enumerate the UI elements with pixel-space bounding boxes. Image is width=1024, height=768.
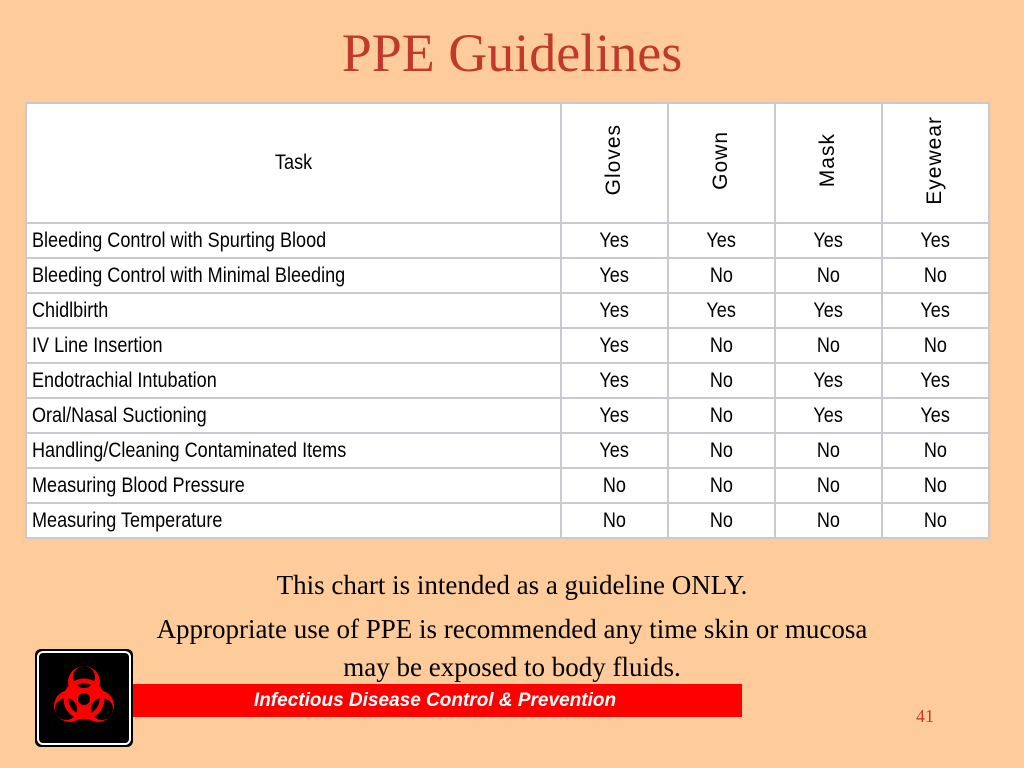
header-task-label: Task <box>274 151 312 174</box>
table-row <box>26 363 989 398</box>
task-cell: Handling/Cleaning Contaminated Items <box>32 438 347 462</box>
eyewear-cell: No <box>923 508 947 532</box>
header-gloves: Gloves <box>561 103 668 223</box>
gown-cell: No <box>709 473 733 497</box>
gown-cell: Yes <box>706 228 736 252</box>
eyewear-cell: Yes <box>920 403 951 427</box>
mask-cell: Yes <box>813 298 844 322</box>
eyewear-cell: No <box>923 438 947 462</box>
gown-cell: No <box>709 333 733 357</box>
eyewear-cell: Yes <box>920 368 951 392</box>
task-cell: IV Line Insertion <box>32 333 163 357</box>
task-cell: Bleeding Control with Spurting Blood <box>32 228 327 252</box>
gown-cell: No <box>709 403 733 427</box>
footer-banner-text: Infectious Disease Control & Prevention <box>253 689 617 711</box>
task-cell: Oral/Nasal Suctioning <box>32 403 207 427</box>
biohazard-logo <box>35 649 133 747</box>
gown-cell: Yes <box>706 298 736 322</box>
eyewear-cell: No <box>923 263 947 287</box>
task-cell: Measuring Temperature <box>32 508 223 532</box>
table-row <box>26 468 989 503</box>
eyewear-cell: Yes <box>920 228 951 252</box>
header-gown: Gown <box>668 103 775 223</box>
mask-cell: Yes <box>813 403 844 427</box>
mask-cell: No <box>816 508 840 532</box>
table-row <box>26 503 989 538</box>
gown-cell: No <box>709 438 733 462</box>
mask-cell: No <box>816 263 840 287</box>
header-mask: Mask <box>775 103 882 223</box>
gown-cell: No <box>709 263 733 287</box>
table-row <box>26 223 989 258</box>
eyewear-cell: No <box>923 473 947 497</box>
gloves-cell: Yes <box>599 368 629 392</box>
task-cell: Chidlbirth <box>32 298 109 322</box>
header-task <box>26 103 561 223</box>
header-eyewear: Eyewear <box>882 103 989 223</box>
footnote-line-1: This chart is intended as a guideline ONLY. <box>276 570 748 600</box>
slide-title: PPE Guidelines <box>341 23 683 83</box>
biohazard-icon <box>35 649 133 747</box>
mask-cell: Yes <box>813 228 844 252</box>
gown-cell: No <box>709 508 733 532</box>
task-cell: Bleeding Control with Minimal Bleeding <box>32 263 346 287</box>
footnote-line-3: may be exposed to body fluids. <box>343 652 681 682</box>
task-cell: Measuring Blood Pressure <box>32 473 245 497</box>
eyewear-cell: Yes <box>920 298 951 322</box>
gloves-cell: Yes <box>599 438 629 462</box>
ppe-table <box>25 102 990 539</box>
footnote-line-2: Appropriate use of PPE is recommended any time skin or mucosa <box>156 614 868 644</box>
table-row <box>26 293 989 328</box>
gloves-cell: Yes <box>599 403 629 427</box>
mask-cell: No <box>816 438 840 462</box>
table-header-row <box>26 103 989 223</box>
table-row <box>26 328 989 363</box>
mask-cell: No <box>816 473 840 497</box>
gloves-cell: No <box>602 508 626 532</box>
gloves-cell: Yes <box>599 228 629 252</box>
mask-cell: No <box>816 333 840 357</box>
gloves-cell: Yes <box>599 263 629 287</box>
table-row <box>26 398 989 433</box>
page-number: 41 <box>916 706 934 726</box>
gloves-cell: Yes <box>599 298 629 322</box>
mask-cell: Yes <box>813 368 844 392</box>
task-cell: Endotrachial Intubation <box>32 368 217 392</box>
gloves-cell: No <box>602 473 626 497</box>
eyewear-cell: No <box>923 333 947 357</box>
table-row <box>26 433 989 468</box>
footer-banner <box>128 684 742 717</box>
gown-cell: No <box>709 368 733 392</box>
table-row <box>26 258 989 293</box>
gloves-cell: Yes <box>599 333 629 357</box>
